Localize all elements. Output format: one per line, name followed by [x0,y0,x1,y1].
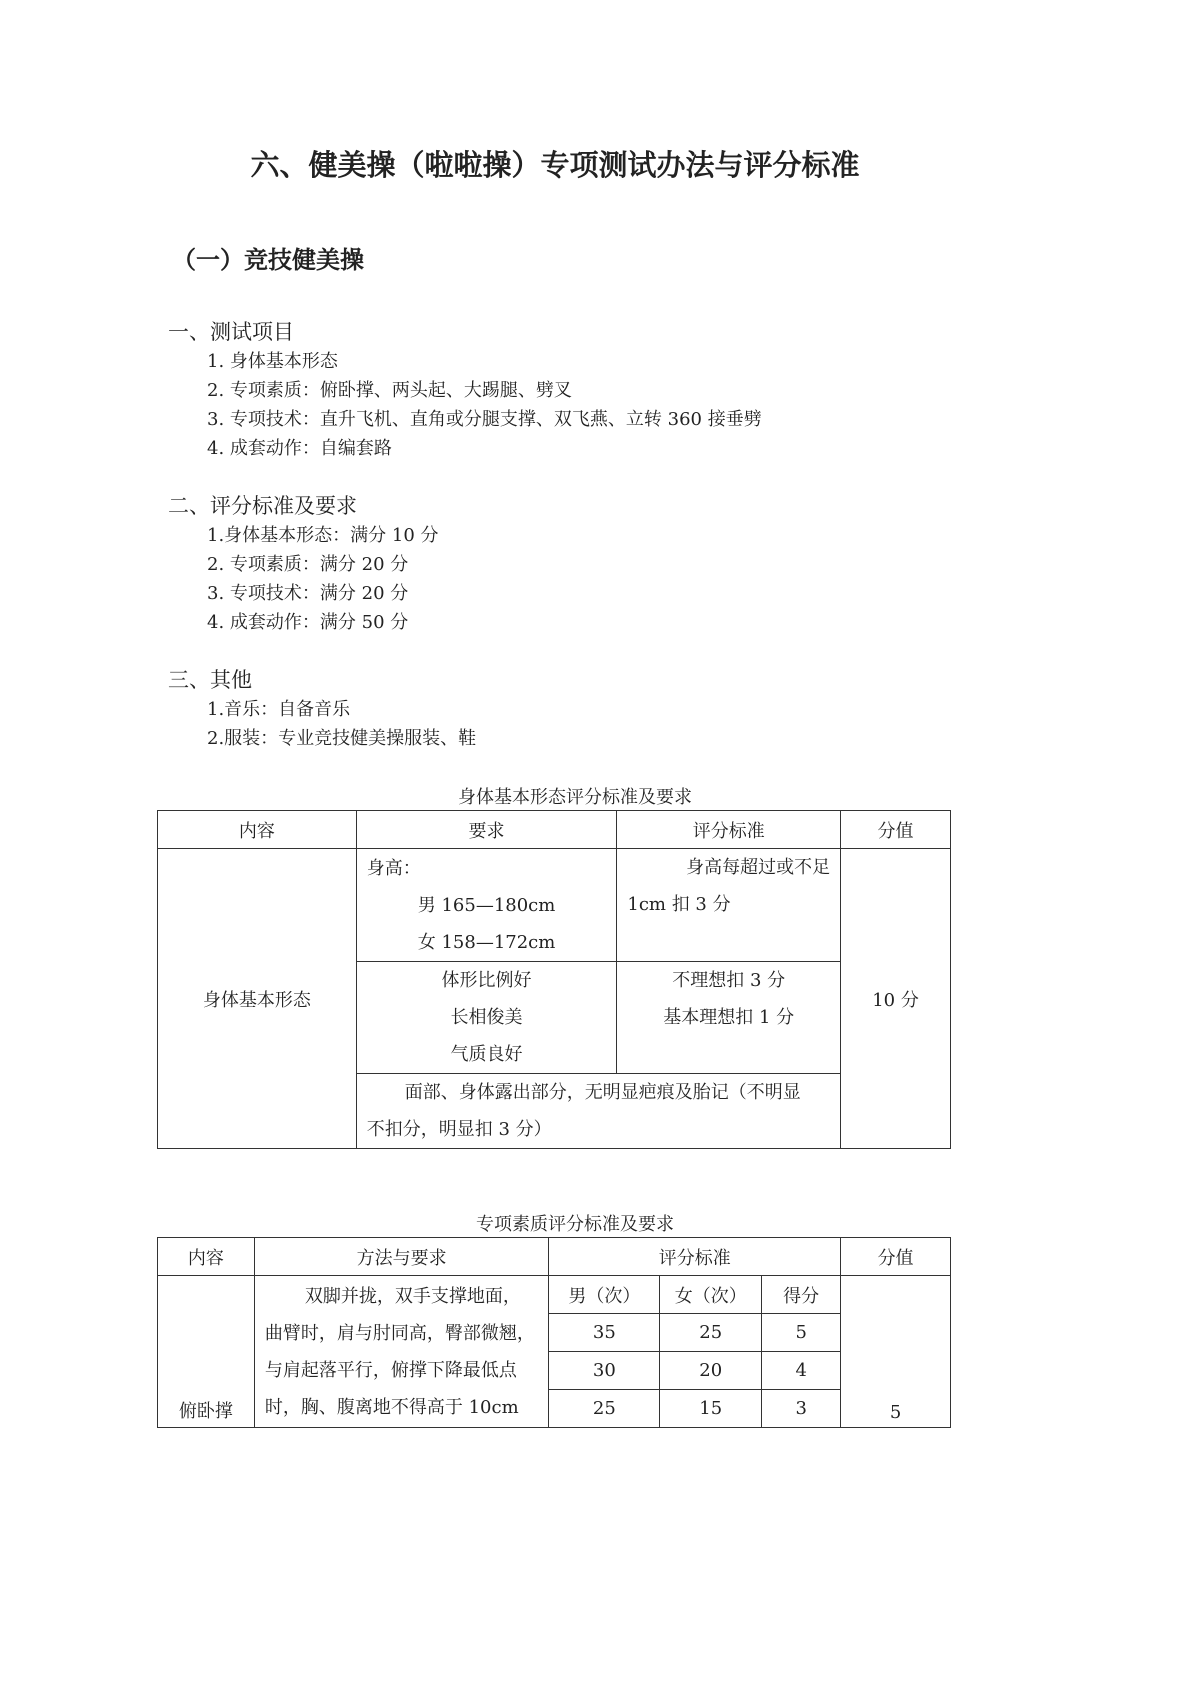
section-subtitle: （一）竞技健美操 [172,246,364,274]
header-cell: 评分标准 [617,811,841,849]
subheader-cell: 女（次） [660,1276,762,1314]
list-item: 3. 专项技术：直升飞机、直角或分腿支撑、双飞燕、立转 360 接垂劈 [207,409,762,430]
cell-line: 与肩起落平行，俯撑下降最低点 [264,1359,517,1381]
cell-line: 不理想扣 3 分 [672,970,786,991]
section-heading: 二、评分标准及要求 [168,494,357,518]
section-heading: 一、测试项目 [168,320,294,344]
female-count: 25 [660,1314,762,1352]
height-requirement-cell [356,849,617,962]
header-cell: 分值 [841,1238,951,1276]
header-cell: 内容 [158,1238,255,1276]
cell-line: 曲臂时，肩与肘同高，臀部微翘， [264,1322,535,1344]
cell-line: 1cm 扣 3 分 [627,894,731,915]
cell-line: 女 158—172cm [417,931,556,953]
list-item: 1.身体基本形态：满分 10 分 [207,525,439,546]
cell-line: 身高每超过或不足 [686,857,831,878]
fitness-table [157,1237,951,1428]
male-count: 30 [549,1352,660,1390]
header-cell: 评分标准 [549,1238,841,1276]
male-count: 35 [549,1314,660,1352]
cell-line: 气质良好 [450,1044,523,1065]
header-cell: 分值 [841,811,951,849]
body-form-table [157,810,951,1149]
subheader-cell: 男（次） [549,1276,660,1314]
header-cell: 要求 [356,811,617,849]
method-cell [254,1276,549,1428]
cell-line: 男 165—180cm [417,894,556,916]
points: 4 [762,1352,841,1390]
cell-line: 时，胸、腹离地不得高于 10cm [264,1396,519,1418]
table-caption: 身体基本形态评分标准及要求 [458,787,692,808]
appearance-standard-cell [617,962,841,1074]
score-cell: 5 [841,1276,951,1428]
header-cell: 内容 [158,811,357,849]
content-cell: 身体基本形态 [158,849,357,1149]
list-item: 1. 身体基本形态 [207,351,338,372]
points: 3 [762,1390,841,1428]
note-cell [356,1074,840,1149]
male-count: 25 [549,1390,660,1428]
list-item: 2. 专项素质：俯卧撑、两头起、大踢腿、劈叉 [207,380,572,401]
cell-line: 不扣分，明显扣 3 分） [366,1119,552,1140]
height-standard-cell [617,849,841,962]
cell-line: 身高： [366,857,421,879]
cell-line: 长相俊美 [450,1007,523,1028]
female-count: 15 [660,1390,762,1428]
table-caption: 专项素质评分标准及要求 [476,1214,674,1235]
female-count: 20 [660,1352,762,1390]
content-cell: 俯卧撑 [158,1276,255,1428]
list-item: 4. 成套动作：自编套路 [207,438,392,459]
cell-line: 体形比例好 [441,970,532,991]
cell-line: 双脚并拢，双手支撑地面， [304,1285,521,1307]
cell-line: 基本理想扣 1 分 [663,1007,795,1028]
list-item: 4. 成套动作：满分 50 分 [207,612,409,633]
list-item: 1.音乐：自备音乐 [207,699,351,720]
appearance-requirement-cell [356,962,617,1074]
score-cell: 10 分 [841,849,951,1149]
list-item: 2.服装：专业竞技健美操服装、鞋 [207,728,477,749]
points: 5 [762,1314,841,1352]
list-item: 3. 专项技术：满分 20 分 [207,583,409,604]
header-cell: 方法与要求 [254,1238,549,1276]
cell-line: 面部、身体露出部分，无明显疤痕及胎记（不明显 [404,1082,801,1103]
subheader-cell: 得分 [762,1276,841,1314]
section-heading: 三、其他 [168,668,252,692]
page-title: 六、健美操（啦啦操）专项测试办法与评分标准 [250,148,860,182]
list-item: 2. 专项素质：满分 20 分 [207,554,409,575]
